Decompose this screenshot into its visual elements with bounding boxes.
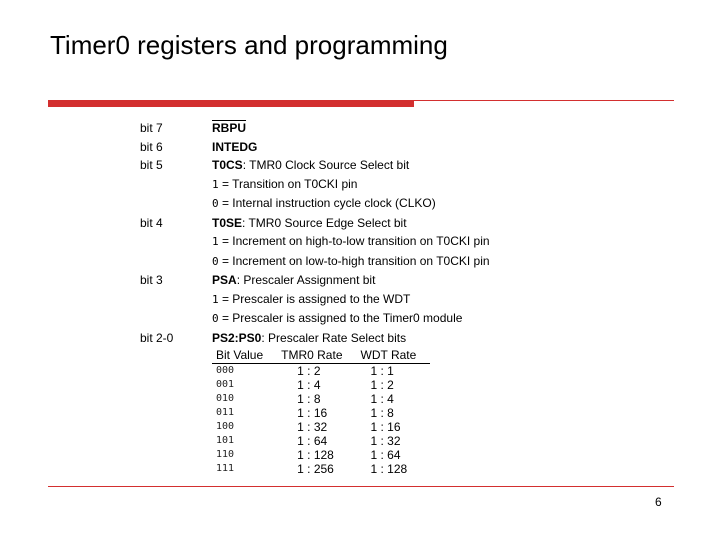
table-row [212,448,430,462]
table-row [212,434,430,448]
option-text: = Transition on T0CKI pin [218,176,358,191]
bit-option [140,252,540,272]
bit-value-cell: 100 [216,421,235,432]
bit-row [140,119,540,138]
bit-name: T0SE [212,215,243,230]
wdt-rate-cell: 1 : 4 [370,392,394,406]
bit-description: : TMR0 Clock Source Select bit [242,158,410,172]
wdt-rate-cell: 1 : 1 [370,364,394,378]
wdt-rate-cell: 1 : 128 [370,462,408,476]
bit-option [140,290,540,310]
tmr0-rate-cell: 1 : 32 [297,420,328,434]
bit-value-cell: 010 [216,393,235,404]
option-text: = Internal instruction cycle clock (CLKO) [218,196,436,210]
footer-divider [48,486,674,487]
column-header: WDT Rate [357,347,431,364]
bit-value-cell: 110 [216,449,235,460]
table-row [212,406,430,420]
page-number: 6 [655,495,662,509]
bit-option [140,175,540,195]
bit-row [140,271,540,290]
option-text: = Increment on low-to-high transition on T0CKI pin [218,253,490,268]
prescaler-rate-table [212,347,430,476]
bit-description: : Prescaler Assignment bit [236,273,376,287]
table-row [212,364,430,379]
title-underline-bar [48,100,414,107]
tmr0-rate-cell: 1 : 16 [297,406,328,420]
column-header: TMR0 Rate [277,347,356,364]
option-text: = Prescaler is assigned to the Timer0 module [218,311,463,325]
bit-name: PS2:PS0 [212,330,262,345]
tmr0-rate-cell: 1 : 64 [297,434,328,448]
column-header: Bit Value [212,347,277,364]
bit-option [140,309,540,329]
bit-description: : TMR0 Source Edge Select bit [242,215,407,230]
bit-option [140,194,540,214]
wdt-rate-cell: 1 : 32 [370,434,401,448]
option-text: = Prescaler is assigned to the WDT [218,291,411,306]
table-row [212,420,430,434]
bit-description: : Prescaler Rate Select bits [261,330,407,345]
option-code: 0 [212,312,219,325]
tmr0-rate-cell: 1 : 8 [297,392,321,406]
bit-name: PSA [212,273,237,287]
bit-label: bit 4 [140,215,163,230]
table-row [212,392,430,406]
bit-label: bit 2-0 [140,330,174,345]
option-code: 1 [212,235,219,248]
option-code: 0 [212,197,219,210]
wdt-rate-cell: 1 : 2 [370,378,394,392]
bit-row [140,138,540,157]
table-row [212,462,430,476]
wdt-rate-cell: 1 : 16 [370,420,401,434]
tmr0-rate-cell: 1 : 256 [297,462,334,476]
option-text: = Increment on high-to-low transition on T0CKI pin [218,234,490,248]
bit-value-cell: 011 [216,407,235,418]
tmr0-rate-cell: 1 : 2 [297,364,321,378]
wdt-rate-cell: 1 : 64 [370,448,401,462]
slide-title: Timer0 registers and programming [50,30,448,60]
title-underline-line [414,100,674,101]
table-row [212,378,430,392]
bit-label: bit 6 [140,139,163,154]
bit-row [140,329,540,348]
bit-label: bit 7 [140,121,163,135]
bit-value-cell: 000 [216,365,235,376]
tmr0-rate-cell: 1 : 128 [297,448,334,462]
bit-row [140,214,540,233]
bit-name: RBPU [212,121,247,135]
option-code: 1 [212,177,219,191]
table-header-row [212,347,430,364]
bit-value-cell: 111 [216,463,235,474]
wdt-rate-cell: 1 : 8 [370,406,394,420]
option-code: 0 [212,254,219,268]
bit-label: bit 5 [140,158,163,172]
bit-option [140,232,540,252]
bit-name: INTEDG [212,139,258,154]
bit-name: T0CS [212,158,243,172]
bit-value-cell: 001 [216,379,235,390]
register-description [140,119,540,476]
bit-label: bit 3 [140,273,163,287]
tmr0-rate-cell: 1 : 4 [297,378,321,392]
bit-value-cell: 101 [216,435,235,446]
bit-row [140,156,540,175]
option-code: 1 [212,292,219,306]
